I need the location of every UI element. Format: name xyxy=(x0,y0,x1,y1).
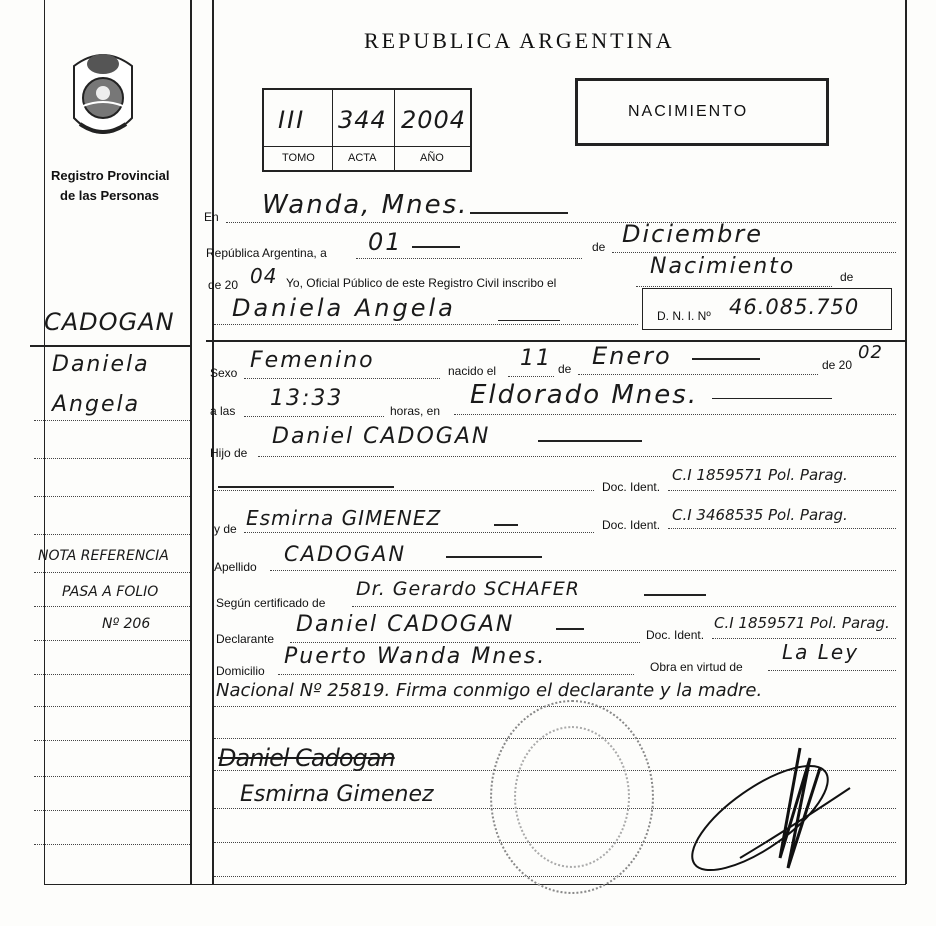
field-tipo: Nacimiento xyxy=(650,254,796,279)
field-nac-anio: 02 xyxy=(858,342,883,363)
line-apellido xyxy=(270,570,896,571)
margin-name1: Daniela xyxy=(52,352,150,377)
dni-box xyxy=(642,288,892,330)
tomo-value: III xyxy=(278,106,306,134)
act-type-label: NACIMIENTO xyxy=(628,103,749,120)
margin-line xyxy=(34,534,190,535)
label-hijo-de: Hijo de xyxy=(210,446,248,460)
margin-note-line2: PASA A FOLIO xyxy=(62,584,159,600)
line-certificado xyxy=(352,606,896,607)
field-sexo: Femenino xyxy=(250,348,375,373)
padre-extra-dash xyxy=(218,486,394,488)
act-box-row-divider xyxy=(264,146,470,147)
field-hora: 13:33 xyxy=(270,386,344,411)
margin-line xyxy=(34,606,190,607)
margin-line xyxy=(34,674,190,675)
act-type-box xyxy=(575,78,829,146)
label-en: En xyxy=(204,210,219,224)
field-declarante-dash xyxy=(556,628,584,630)
field-nombre: Daniela Angela xyxy=(232,294,456,322)
line-mes xyxy=(612,252,896,253)
line-madre xyxy=(244,532,594,533)
line-sexo xyxy=(244,378,440,379)
line-dia xyxy=(356,258,582,259)
field-padre: Daniel CADOGAN xyxy=(272,424,491,449)
act-number-box xyxy=(262,88,472,172)
field-virtud-2: Nacional Nº 25819. Firma conmigo el declarante y la madre. xyxy=(216,680,763,701)
signature-father: Daniel Cadogan xyxy=(218,744,395,772)
line-nac-mes xyxy=(578,374,818,375)
line-lugar-nac xyxy=(454,414,896,415)
ano-label: AÑO xyxy=(420,152,444,164)
field-anio: 04 xyxy=(250,264,278,288)
field-nombre-dash xyxy=(498,320,560,321)
section-divider xyxy=(206,340,906,342)
line-lugar xyxy=(226,222,896,223)
line-madre-doc xyxy=(668,528,896,529)
margin-note-line3: Nº 206 xyxy=(102,616,151,632)
line-padre xyxy=(258,456,896,457)
field-domicilio: Puerto Wanda Mnes. xyxy=(284,644,547,669)
label-sexo: Sexo xyxy=(210,366,238,380)
margin-name2: Angela xyxy=(52,392,141,417)
field-dia: 01 xyxy=(368,228,403,256)
label-doc-ident-madre: Doc. Ident. xyxy=(602,518,661,532)
label-rep-a: República Argentina, a xyxy=(206,246,327,260)
provincial-emblem-icon xyxy=(66,48,140,146)
label-apellido: Apellido xyxy=(214,560,257,574)
field-virtud-1: La Ley xyxy=(782,640,860,664)
line-domicilio xyxy=(278,674,634,675)
label-doc-ident-declarante: Doc. Ident. xyxy=(646,628,705,642)
line-nombre xyxy=(214,324,638,325)
field-dia-dash xyxy=(412,246,460,248)
line-padre-2 xyxy=(214,490,594,491)
field-lugar-nac: Eldorado Mnes. xyxy=(470,380,699,410)
margin-surname-underline xyxy=(30,345,190,347)
margin-line xyxy=(34,740,190,741)
field-padre-doc: C.I 1859571 Pol. Parag. xyxy=(672,466,848,484)
field-apellido-dash xyxy=(446,556,542,558)
label-y-de: y de xyxy=(214,522,237,536)
margin-line xyxy=(34,572,190,573)
margin-line xyxy=(34,458,190,459)
field-certificado: Dr. Gerardo SCHAFER xyxy=(356,578,580,600)
field-certificado-dash xyxy=(644,594,706,596)
field-lugar-nac-dash xyxy=(712,398,832,399)
line-tipo xyxy=(636,286,832,287)
label-yo-oficial: Yo, Oficial Público de este Registro Civil inscribo el xyxy=(286,276,557,290)
official-signature-icon xyxy=(680,738,860,888)
label-de-nac-mes: de xyxy=(558,362,572,376)
acta-label: ACTA xyxy=(348,152,377,164)
left-border-line xyxy=(44,0,45,884)
label-nacido-el: nacido el xyxy=(448,364,497,378)
line-hora xyxy=(244,416,384,417)
label-de-tipo: de xyxy=(840,270,854,284)
label-domicilio: Domicilio xyxy=(216,664,265,678)
field-madre: Esmirna GIMENEZ xyxy=(246,506,442,530)
margin-line xyxy=(34,844,190,845)
registry-seal-inner-ring xyxy=(514,726,630,868)
label-segun-cert: Según certificado de xyxy=(216,596,326,610)
column-divider-line xyxy=(190,0,192,884)
signature-mother: Esmirna Gimenez xyxy=(240,782,434,807)
field-nac-mes-dash xyxy=(692,358,760,360)
margin-note-title: NOTA REFERENCIA xyxy=(38,548,169,564)
field-madre-doc: C.I 3468535 Pol. Parag. xyxy=(672,506,848,524)
label-obra-virtud: Obra en virtud de xyxy=(650,660,743,674)
registry-name-line2: de las Personas xyxy=(60,188,159,203)
registry-seal xyxy=(490,700,654,894)
margin-line xyxy=(34,496,190,497)
field-nac-dia: 11 xyxy=(520,346,552,371)
field-lugar: Wanda, Mnes. xyxy=(262,190,469,220)
label-de-20: de 20 xyxy=(208,278,239,292)
right-border-line xyxy=(905,0,907,884)
field-mes: Diciembre xyxy=(622,220,764,248)
acta-value: 344 xyxy=(338,106,387,134)
tomo-label: TOMO xyxy=(282,152,315,164)
margin-line xyxy=(34,420,190,421)
act-box-cell-divider xyxy=(332,90,333,170)
field-madre-dash xyxy=(494,524,518,526)
label-a-las: a las xyxy=(210,404,236,418)
line-declarante xyxy=(290,642,640,643)
field-lugar-dash xyxy=(470,212,568,214)
act-box-cell-divider xyxy=(394,90,395,170)
label-de-mes: de xyxy=(592,240,606,254)
label-doc-ident-padre: Doc. Ident. xyxy=(602,480,661,494)
label-horas-en: horas, en xyxy=(390,404,441,418)
line-padre-doc xyxy=(668,490,896,491)
line-declarante-doc xyxy=(712,638,896,639)
country-title: REPUBLICA ARGENTINA xyxy=(364,28,675,53)
field-declarante: Daniel CADOGAN xyxy=(296,612,515,637)
line-nac-dia xyxy=(508,376,554,377)
field-apellido: CADOGAN xyxy=(284,542,407,566)
ano-value: 2004 xyxy=(401,106,467,134)
margin-surname: CADOGAN xyxy=(44,308,175,336)
field-dni: 46.085.750 xyxy=(729,295,860,319)
margin-line xyxy=(34,810,190,811)
margin-line xyxy=(34,706,190,707)
field-declarante-doc: C.I 1859571 Pol. Parag. xyxy=(714,614,890,632)
label-de-20-nac: de 20 xyxy=(822,358,853,372)
field-padre-dash xyxy=(538,440,642,442)
margin-line xyxy=(34,776,190,777)
registry-name-line1: Registro Provincial xyxy=(51,168,170,183)
field-nac-mes: Enero xyxy=(592,342,672,370)
label-dni: D. N. I. Nº xyxy=(657,309,711,323)
column-divider-line-inner xyxy=(212,0,214,884)
margin-line xyxy=(34,640,190,641)
label-declarante: Declarante xyxy=(216,632,275,646)
line-virtud xyxy=(768,670,896,671)
